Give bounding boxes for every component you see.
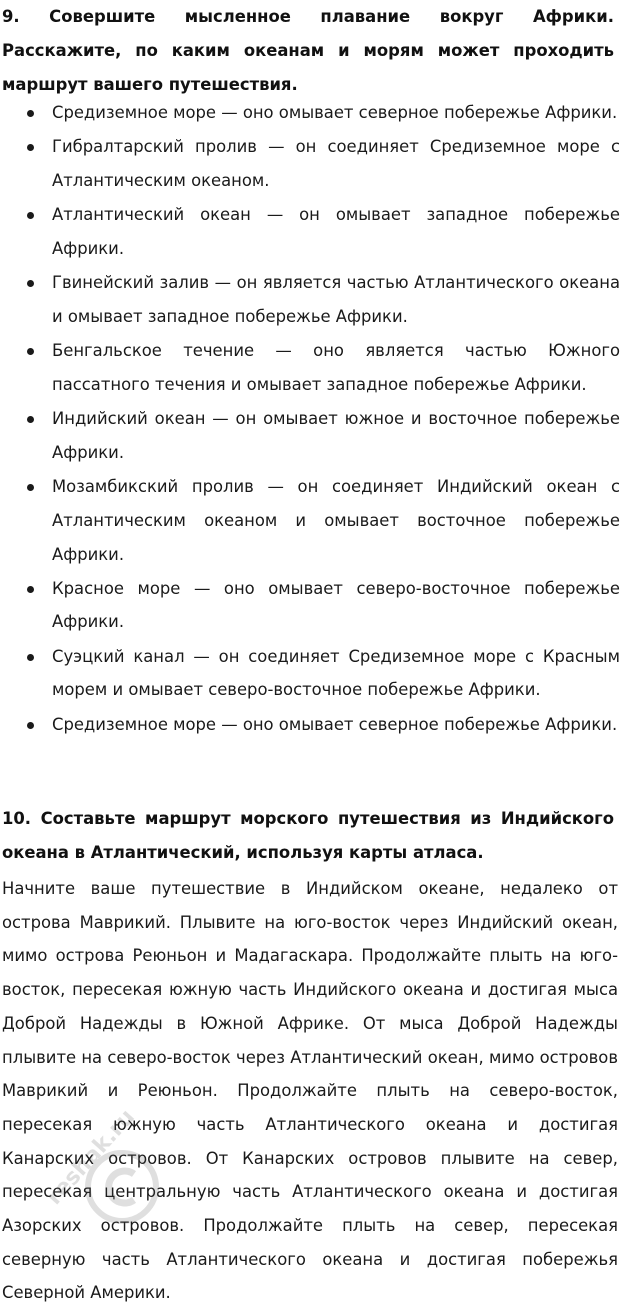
task-10-heading: 10. Составьте маршрут морского путешествия из Индийского океана в Атлантический, используя карты атласа. bbox=[2, 809, 614, 862]
task-9-list bbox=[0, 96, 622, 742]
bullet-icon bbox=[27, 212, 34, 219]
watermark-text: reshak.ru bbox=[41, 1104, 140, 1210]
list-item bbox=[0, 708, 620, 742]
list-item bbox=[0, 130, 620, 197]
list-item bbox=[0, 572, 620, 639]
list-item-text: Гибралтарский пролив — он соединяет Средиземное море с Атлантическим океаном. bbox=[52, 137, 620, 190]
bullet-icon bbox=[27, 722, 34, 729]
bullet-icon bbox=[27, 484, 34, 491]
bullet-icon bbox=[27, 416, 34, 423]
bullet-icon bbox=[27, 586, 34, 593]
bullet-icon bbox=[27, 348, 34, 355]
bullet-icon bbox=[27, 280, 34, 287]
list-item bbox=[0, 402, 620, 469]
list-item-text: Красное море — оно омывает северо-восточное побережье Африки. bbox=[52, 578, 620, 632]
list-item-text: Индийский океан — он омывает южное и восточное побережье Африки. bbox=[52, 409, 620, 462]
list-item-text: Бенгальское течение — оно является частью Южного пассатного течения и омывает западное побережье Африки. bbox=[52, 341, 620, 394]
bullet-icon bbox=[27, 144, 34, 151]
list-item-text: Гвинейский залив — он является частью Атлантического океана и омывает западное побережье Африки. bbox=[52, 273, 620, 326]
task-9-heading: 9. Совершите мысленное плавание вокруг Африки. Расскажите, по каким океанам и морям может проходить маршрут вашего путешествия. bbox=[2, 7, 614, 94]
list-item-text: Суэцкий канал — он соединяет Средиземное море с Красным морем и омывает северо-восточное побережье Африки. bbox=[52, 646, 620, 700]
list-item bbox=[0, 266, 620, 333]
list-item bbox=[0, 198, 620, 265]
task-10-answer: Начните ваше путешествие в Индийском океане, недалеко от острова Маврикий. Плывите на юго-восток через Индийский океан, мимо острова Реюньон и Мадагаскара. Продолжайте плыть на юго-восток, пересекая южную часть Индийского океана и достигая мыса Доброй Надежды в Южной Африке. От мыса Доброй Надежды плывите на северо-восток через Атлантический океан, мимо островов Маврикий и Реюньон. Продолжайте плыть на северо-восток, пересекая южную часть Атлантического океана и достигая Канарских островов. От Канарских островов плывите на север, пересекая центральную часть Атлантического океана и достигая Азорских островов. Продолжайте плыть на север, пересекая северную часть Атлантического океана и достигая побережья Северной Америки. bbox=[2, 879, 618, 1303]
list-item bbox=[0, 334, 620, 401]
list-item-text: Средиземное море — оно омывает северное побережье Африки. bbox=[52, 103, 618, 122]
bullet-icon bbox=[27, 110, 34, 117]
list-item-text: Средиземное море — оно омывает северное побережье Африки. bbox=[52, 714, 618, 734]
list-item bbox=[0, 96, 620, 130]
list-item bbox=[0, 470, 620, 571]
bullet-icon bbox=[27, 654, 34, 661]
list-item-text: Атлантический океан — он омывает западное побережье Африки. bbox=[52, 205, 620, 258]
list-item bbox=[0, 640, 620, 707]
list-item-text: Мозамбикский пролив — он соединяет Индийский океан с Атлантическим океаном и омывает восточное побережье Африки. bbox=[52, 477, 620, 564]
